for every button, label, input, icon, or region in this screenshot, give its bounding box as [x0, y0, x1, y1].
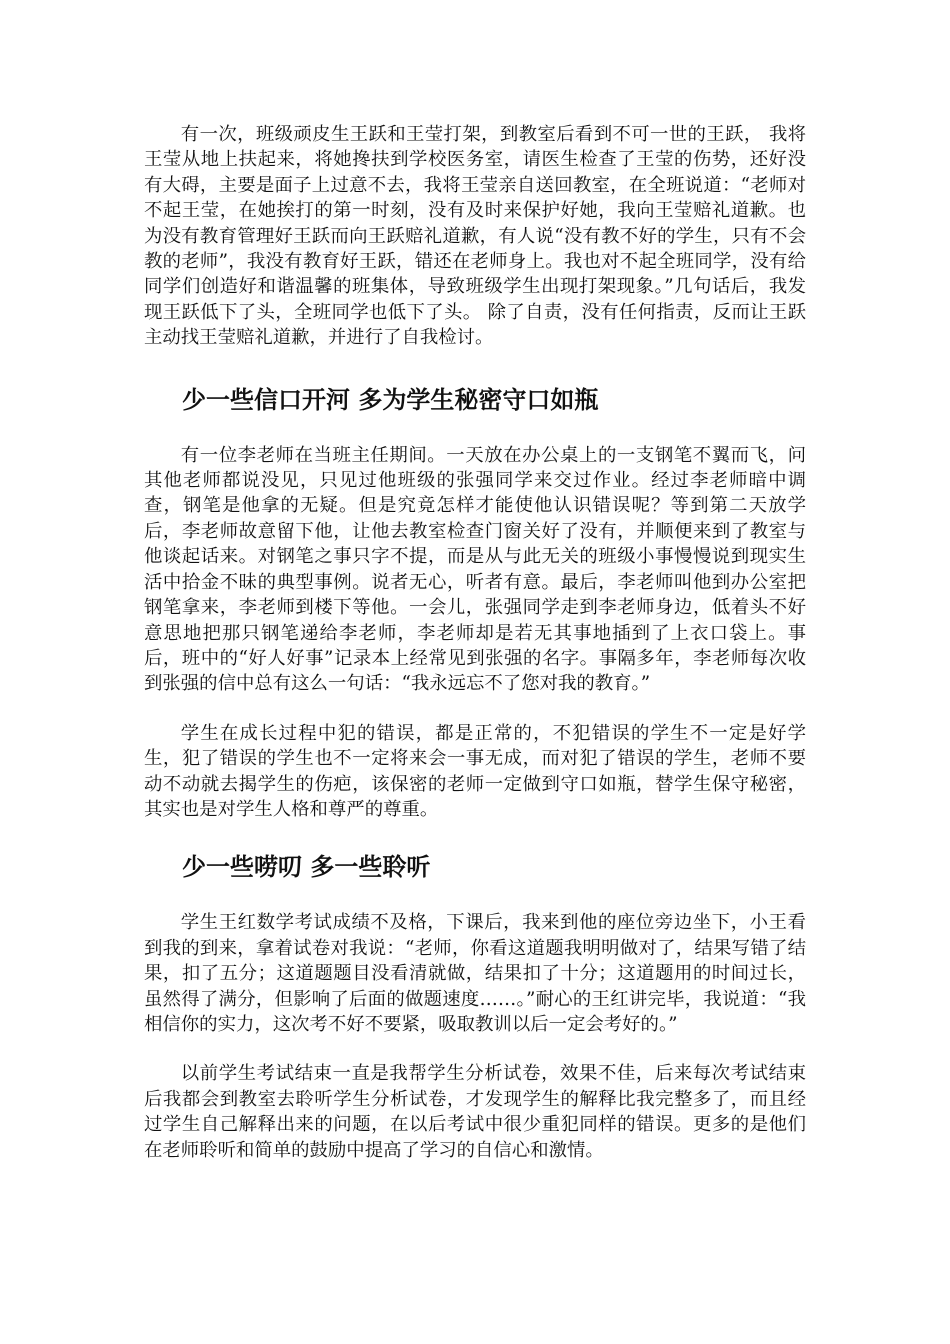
paragraph-exam-story: 学生王红数学考试成绩不及格，下课后，我来到他的座位旁边坐下，小王看到我的到来，拿着试卷对我说：“老师，你看这道题我明明做对了，结果写错了结果，扣了五分；这道题题目没看清就做，结果扣了十分；这道题用的时间过长，虽然得了满分，但影响了后面的做题速度……。”耐心的王红讲完毕，我说道：“我相信你的实力，这次考不好不要紧，吸取教训以后一定会考好的。” — [144, 912, 806, 1035]
section-heading-listen-more: 少一些唠叨 多一些聆听 — [182, 853, 431, 882]
paragraph-mistakes-reflection: 学生在成长过程中犯的错误，都是正常的，不犯错误的学生不一定是好学生，犯了错误的学生也不一定将来会一事无成，而对犯了错误的学生，老师不要动不动就去揭学生的伤疤，该保密的老师一定做到守口如瓶，替学生保守秘密，其实也是对学生人格和尊严的尊重。 — [144, 722, 806, 820]
section-heading-keep-secrets: 少一些信口开河 多为学生秘密守口如瓶 — [182, 385, 599, 414]
paragraph-exam-analysis: 以前学生考试结束一直是我帮学生分析试卷，效果不佳，后来每次考试结束后我都会到教室去聆听学生分析试卷，才发现学生的解释比我完整多了，而且经过学生自己解释出来的问题，在以后考试中很少重犯同样的错误。更多的是他们在老师聆听和简单的鼓励中提高了学习的自信心和激情。 — [144, 1063, 806, 1161]
document-page — [144, 122, 806, 1163]
paragraph-apology-story: 有一次，班级顽皮生王跃和王莹打架，到教室后看到不可一世的王跃， 我将王莹从地上扶起来，将她搀扶到学校医务室，请医生检查了王莹的伤势，还好没有大碍，主要是面子上过意不去，我将王莹亲自送回教室，在全班说道：“老师对不起王莹，在她挨打的第一时刻，没有及时来保护好她，我向王莹赔礼道歉。也为没有教育管理好王跃而向王跃赔礼道歉，有人说“没有教不好的学生，只有不会教的老师”，我没有教育好王跃，错还在老师身上。我也对不起全班同学，没有给同学们创造好和谐温馨的班集体，导致班级学生出现打架现象。”几句话后，我发现王跃低下了头，全班同学也低下了头。 除了自责，没有任何指责，反而让王跃主动找王莹赔礼道歉，并进行了自我检讨。 — [144, 124, 806, 349]
paragraph-pen-story: 有一位李老师在当班主任期间。一天放在办公桌上的一支钢笔不翼而飞，问其他老师都说没见，只见过他班级的张强同学来交过作业。经过李老师暗中调查，钢笔是他拿的无疑。但是究竟怎样才能使他认识错误呢？等到第二天放学后，李老师故意留下他，让他去教室检查门窗关好了没有，并顺便来到了教室与他谈起话来。对钢笔之事只字不提，而是从与此无关的班级小事慢慢说到现实生活中拾金不昧的典型事例。说者无心，听者有意。最后，李老师叫他到办公室把钢笔拿来，李老师到楼下等他。一会儿，张强同学走到李老师身边，低着头不好意思地把那只钢笔递给李老师，李老师却是若无其事地插到了上衣口袋上。事后，班中的“好人好事”记录本上经常见到张强的名字。事隔多年，李老师每次收到张强的信中总有这么一句话：“我永远忘不了您对我的教育。” — [144, 444, 806, 695]
